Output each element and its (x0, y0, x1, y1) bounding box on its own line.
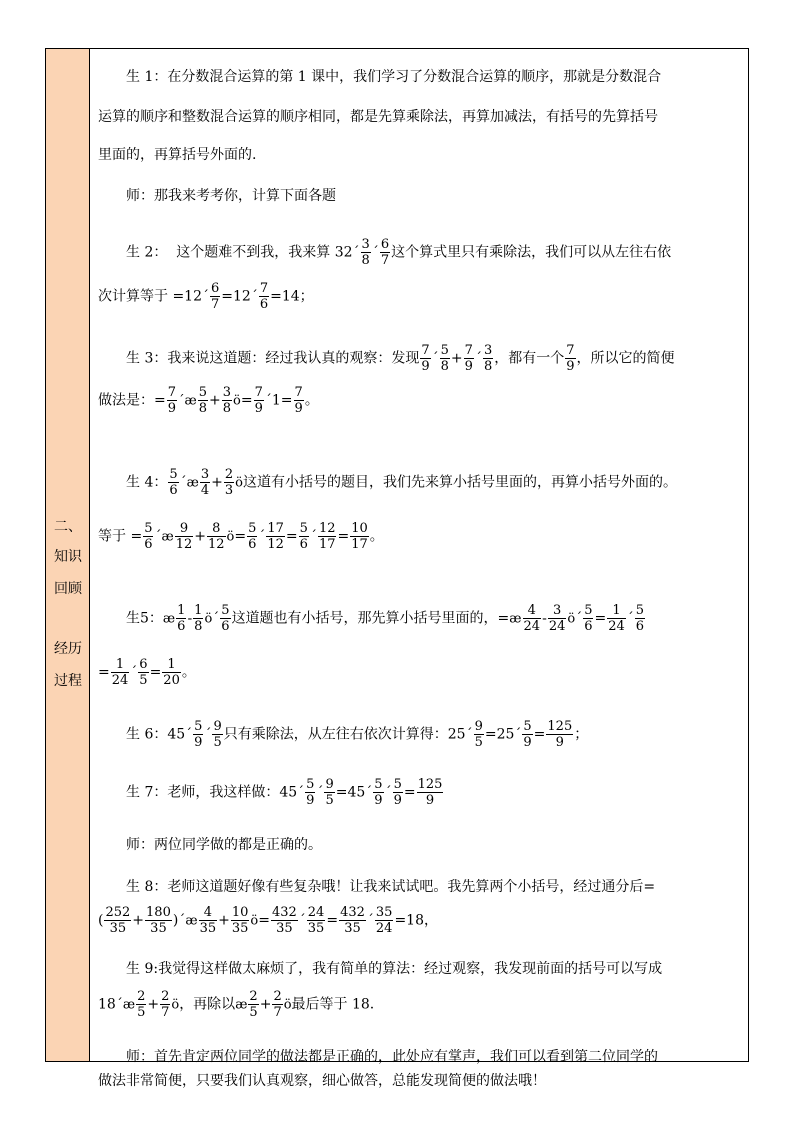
math-text: = (98, 664, 110, 681)
fraction (210, 281, 220, 312)
fraction (299, 521, 309, 552)
math-text: ö (283, 997, 292, 1013)
denominator: 9 (555, 735, 564, 750)
numerator: 8 (207, 521, 226, 537)
denominator: 35 (231, 921, 249, 936)
denominator: 9 (566, 359, 575, 374)
fraction (417, 777, 444, 808)
math-text: 生 2： 这个题难不到我，我来算 32´ (126, 244, 360, 261)
teacher-line2: 师：两位同学做的都是正确的。 (126, 837, 322, 853)
fraction (565, 343, 575, 374)
fraction (160, 989, 170, 1020)
math-text: æ (162, 611, 176, 627)
math-text: æ (235, 997, 248, 1013)
math-text: æ (122, 997, 136, 1013)
denominator: 12 (207, 537, 225, 552)
denominator: 5 (139, 673, 148, 688)
student1-line3: 里面的，再算括号外面的. (98, 147, 257, 163)
math-text: 这道有小括号的题目，我们先来算小括号里面的，再算小括号外面的。 (243, 474, 677, 491)
math-text: ö (233, 393, 241, 409)
denominator: 24 (548, 619, 566, 634)
math-text: = (240, 392, 253, 409)
math-text: = (234, 528, 247, 545)
student1-line2: 运算的顺序和整数混合运算的顺序相同，都是先算乘除法，再算加减法，有括号的先算括号 (98, 109, 658, 125)
denominator: 12 (175, 537, 193, 552)
denominator: 7 (161, 1005, 170, 1020)
student6-line (98, 719, 776, 750)
denominator: 9 (294, 401, 303, 416)
denominator: 24 (111, 673, 129, 688)
denominator: 6 (177, 619, 186, 634)
math-text: ´ (371, 244, 379, 261)
numerator: 5 (169, 467, 178, 482)
numerator: 4 (523, 603, 542, 619)
fraction (361, 237, 371, 268)
fraction (199, 905, 218, 936)
denominator: 9 (425, 793, 435, 808)
numerator: 125 (417, 777, 443, 792)
teacher-line1: 师：那我来考考你，计算下面各题 (126, 188, 336, 204)
denominator: 35 (109, 921, 127, 936)
math-text: 1= (271, 392, 293, 409)
denominator: 7 (380, 253, 390, 268)
section-title-line1: 知识 (54, 549, 82, 565)
fraction (145, 905, 172, 936)
student3-line1 (98, 343, 776, 374)
numerator: 9 (325, 777, 334, 792)
denominator: 9 (254, 401, 263, 416)
section-title-line3: 经历 (54, 641, 82, 657)
numerator: 432 (271, 905, 297, 920)
fraction (222, 385, 232, 416)
math-text: =45´ (335, 784, 373, 801)
denominator: 5 (474, 735, 483, 750)
fraction (175, 521, 194, 552)
fraction (635, 603, 645, 634)
fraction (522, 719, 532, 750)
fraction (254, 385, 264, 416)
math-text: æ (161, 529, 174, 545)
math-text: 最后等于 18. (291, 996, 375, 1013)
math-text: = (258, 912, 270, 929)
math-text: 生 7：老师，我这样做：45´ (126, 784, 305, 801)
math-text: æ (185, 913, 198, 929)
fraction (136, 989, 146, 1020)
numerator: 5 (393, 777, 402, 792)
math-text: ； (574, 726, 589, 743)
numerator: 10 (231, 905, 249, 920)
math-text: ´ (154, 528, 162, 545)
math-text: 等于 = (98, 528, 143, 545)
denominator: 8 (440, 359, 449, 374)
fraction (271, 905, 298, 936)
fraction (220, 603, 230, 634)
student9-line2 (98, 989, 748, 1020)
fraction (483, 343, 493, 374)
numerator: 7 (254, 385, 263, 400)
math-text: ，所以它的简便 (576, 350, 675, 367)
math-text: =18， (394, 912, 438, 929)
math-text: + (218, 912, 230, 929)
numerator: 5 (584, 603, 593, 618)
fraction (420, 343, 430, 374)
math-text: 18´ (98, 996, 123, 1013)
math-text: 这个算式里只有乘除法，我们可以从左往右依 (391, 244, 672, 261)
numerator: 5 (523, 719, 532, 734)
student4-line2 (98, 521, 748, 552)
math-text: ´ (309, 528, 317, 545)
math-text: + (209, 392, 221, 409)
math-text: ö (171, 997, 180, 1013)
math-text: æ (509, 611, 522, 627)
math-text: ´ (178, 912, 186, 929)
denominator: 35 (199, 921, 217, 936)
fraction (200, 467, 210, 498)
numerator: 7 (421, 343, 430, 358)
fraction (523, 603, 542, 634)
fraction (583, 603, 593, 634)
numerator: 7 (464, 343, 473, 358)
math-text: + (194, 528, 206, 545)
fraction (193, 603, 203, 634)
fraction (198, 385, 208, 416)
fraction (266, 521, 285, 552)
numerator: 24 (307, 905, 325, 920)
denominator: 9 (523, 735, 532, 750)
numerator: 5 (299, 521, 308, 536)
denominator: 6 (635, 619, 645, 634)
student8-line1: 生 8：老师这道题好像有些复杂哦！让我来试试吧。我先算两个小括号，经过通分后= (126, 879, 656, 895)
math-text: ´ (431, 350, 439, 367)
math-text: ´ (465, 726, 473, 743)
denominator: 20 (163, 673, 180, 688)
denominator: 4 (200, 483, 210, 498)
denominator: 8 (198, 401, 208, 416)
numerator: 1 (177, 603, 186, 618)
math-text: ö (226, 529, 235, 545)
fraction (104, 905, 131, 936)
math-text: 只有乘除法，从左往右依次计算得：25 (223, 726, 466, 743)
fraction (248, 989, 258, 1020)
numerator: 5 (440, 343, 449, 358)
denominator: 8 (194, 619, 203, 634)
numerator: 5 (374, 777, 383, 792)
numerator: 17 (267, 521, 284, 536)
student5-line1 (98, 603, 776, 634)
denominator: 17 (318, 537, 336, 552)
math-text: æ (184, 393, 197, 409)
math-text: =12´ (221, 288, 258, 305)
denominator: 6 (299, 537, 308, 552)
numerator: 3 (200, 467, 210, 482)
math-text: ´ (178, 393, 185, 409)
fraction (111, 657, 130, 688)
numerator: 9 (175, 521, 194, 537)
section-number: 二、 (54, 519, 82, 535)
student9-line1: 生 9:我觉得这样做太麻烦了，我有简单的算法：经过观察，我发现前面的括号可以写成 (126, 961, 663, 977)
lesson-table (45, 48, 749, 1089)
math-text: ´ (575, 610, 583, 627)
numerator: 5 (194, 719, 203, 734)
fraction (324, 777, 334, 808)
denominator: 8 (483, 359, 493, 374)
math-text: æ (186, 475, 199, 491)
denominator: 5 (325, 793, 334, 808)
fraction (138, 657, 148, 688)
denominator: 12 (267, 537, 284, 552)
denominator: 3 (224, 483, 234, 498)
numerator: 3 (548, 603, 567, 619)
numerator: 5 (221, 603, 230, 618)
math-text: ´ (298, 912, 306, 929)
student2-line1 (98, 237, 776, 268)
numerator: 2 (224, 467, 234, 482)
math-text: 生5： (126, 610, 163, 627)
math-text: + (147, 996, 160, 1013)
denominator: 35 (307, 921, 325, 936)
math-text: ´ (202, 288, 209, 305)
numerator: 2 (137, 989, 146, 1004)
math-text: 做法是：= (98, 392, 166, 409)
fraction (375, 905, 394, 936)
denominator: 9 (421, 359, 430, 374)
math-text: + (211, 474, 223, 491)
numerator: 7 (294, 385, 303, 400)
numerator: 7 (566, 343, 575, 358)
numerator: 5 (144, 521, 153, 536)
student8-line2 (98, 905, 748, 936)
math-text: ´ (179, 474, 187, 491)
fraction (607, 603, 626, 634)
math-text: = (403, 784, 416, 801)
math-text: ) (172, 912, 179, 929)
denominator: 9 (306, 793, 315, 808)
numerator: 1 (607, 603, 626, 619)
fraction (546, 719, 573, 750)
math-text: - (542, 610, 547, 627)
numerator: 432 (340, 905, 365, 920)
numerator: 5 (635, 603, 645, 618)
denominator: 8 (361, 253, 370, 268)
denominator: 9 (464, 359, 473, 374)
section-label-column (46, 49, 90, 1061)
numerator: 1 (111, 657, 130, 673)
math-text: ´ (212, 610, 220, 627)
fraction (548, 603, 567, 634)
denominator: 5 (137, 1005, 146, 1020)
student2-line2 (98, 281, 748, 312)
fraction (272, 989, 282, 1020)
numerator: 4 (199, 905, 218, 921)
numerator: 12 (318, 521, 336, 536)
fraction (380, 237, 390, 268)
math-text: + (259, 996, 272, 1013)
student4-line1 (98, 467, 776, 498)
denominator: 9 (167, 401, 177, 416)
fraction (318, 521, 337, 552)
numerator: 2 (273, 989, 282, 1004)
math-text: = (326, 912, 339, 929)
fraction (393, 777, 403, 808)
math-text: + (132, 912, 145, 929)
math-text: = (594, 610, 607, 627)
numerator: 125 (547, 719, 573, 734)
section-title-line4: 过程 (54, 673, 82, 689)
math-text: ö (204, 611, 213, 627)
denominator: 6 (169, 483, 178, 498)
math-text: ，都有一个 (494, 350, 565, 367)
denominator: 6 (221, 619, 230, 634)
math-text: ´ (204, 726, 212, 743)
math-text: ´ (316, 784, 324, 801)
math-text: + (450, 350, 463, 367)
fraction (307, 905, 326, 936)
denominator: 6 (144, 537, 153, 552)
denominator: 9 (393, 793, 402, 808)
math-text: - (187, 610, 193, 627)
fraction (143, 521, 153, 552)
fraction (176, 603, 186, 634)
math-text: ´ (366, 912, 374, 929)
denominator: 24 (375, 921, 393, 936)
numerator: 3 (361, 237, 370, 252)
numerator: 10 (351, 521, 368, 536)
denominator: 24 (608, 619, 625, 634)
numerator: 7 (167, 385, 177, 400)
numerator: 35 (375, 905, 393, 920)
denominator: 6 (584, 619, 593, 634)
math-text: 生 6：45´ (126, 726, 193, 743)
numerator: 7 (259, 281, 269, 296)
math-text: =14； (270, 288, 314, 305)
numerator: 9 (213, 719, 222, 734)
fraction (294, 385, 304, 416)
denominator: 35 (344, 921, 361, 936)
math-text: ´ (264, 392, 272, 409)
math-text: ö (250, 913, 259, 929)
math-text: 次计算等于 =12 (98, 288, 202, 305)
math-text: = (149, 664, 162, 681)
math-text: 。 (304, 392, 319, 409)
math-text: ，再除以 (179, 996, 236, 1013)
math-text: = (285, 528, 298, 545)
fraction (168, 467, 178, 498)
numerator: 5 (248, 521, 257, 536)
denominator: 6 (248, 537, 257, 552)
numerator: 6 (380, 237, 390, 252)
fraction (440, 343, 450, 374)
fraction (339, 905, 366, 936)
numerator: 6 (139, 657, 148, 672)
fraction (247, 521, 257, 552)
fraction (224, 467, 234, 498)
teacher-line4: 做法非常简便，只要我们认真观察，细心做答，总能发现简便的做法哦！ (98, 1073, 546, 1089)
math-text: ´ (384, 784, 392, 801)
math-text: 这道题也有小括号，那先算小括号里面的，= (231, 610, 510, 627)
fraction (162, 657, 181, 688)
fraction (212, 719, 222, 750)
math-text: 生 3：我来说这道题：经过我认真的观察：发现 (126, 350, 420, 367)
numerator: 2 (161, 989, 170, 1004)
numerator: 5 (198, 385, 208, 400)
fraction (167, 385, 177, 416)
fraction (305, 777, 315, 808)
denominator: 5 (249, 1005, 258, 1020)
math-text: 。 (181, 664, 196, 681)
numerator: 3 (222, 385, 232, 400)
fraction (207, 521, 226, 552)
student3-line2 (98, 385, 748, 416)
numerator: 1 (162, 657, 181, 673)
fraction (231, 905, 250, 936)
numerator: 180 (146, 905, 171, 920)
numerator: 2 (249, 989, 258, 1004)
math-text: ´ (474, 350, 482, 367)
denominator: 8 (222, 401, 232, 416)
math-text: ö (235, 475, 243, 491)
math-text: =25´ (484, 726, 522, 743)
math-text: ´ (130, 664, 138, 681)
math-text: = (337, 528, 350, 545)
math-text: ö (567, 611, 576, 627)
denominator: 7 (211, 297, 220, 312)
numerator: 3 (483, 343, 493, 358)
content-cell (90, 49, 748, 1089)
section-title-line2: 回顾 (54, 581, 82, 597)
denominator: 6 (259, 297, 269, 312)
fraction (350, 521, 369, 552)
numerator: 5 (306, 777, 315, 792)
fraction (474, 719, 484, 750)
numerator: 6 (211, 281, 220, 296)
math-text: ´ (626, 610, 634, 627)
denominator: 9 (374, 793, 383, 808)
numerator: 252 (105, 905, 131, 920)
student7-line (98, 777, 776, 808)
numerator: 1 (194, 603, 203, 618)
denominator: 24 (523, 619, 541, 634)
student5-line2 (98, 657, 748, 688)
denominator: 17 (351, 537, 368, 552)
math-text: ´ (258, 528, 266, 545)
math-text: 。 (369, 528, 384, 545)
math-text: = (533, 726, 546, 743)
denominator: 35 (150, 921, 167, 936)
fraction (373, 777, 383, 808)
denominator: 7 (273, 1005, 282, 1020)
math-text: 生 4： (126, 474, 168, 491)
fraction (464, 343, 474, 374)
fraction (193, 719, 203, 750)
math-text: ( (98, 912, 104, 929)
denominator: 5 (213, 735, 222, 750)
denominator: 9 (194, 735, 203, 750)
student1-line1: 生 1：在分数混合运算的第 1 课中，我们学习了分数混合运算的顺序，那就是分数混合 (126, 69, 662, 85)
denominator: 35 (276, 921, 293, 936)
numerator: 9 (474, 719, 483, 734)
fraction (259, 281, 269, 312)
teacher-line3: 师：首先肯定两位同学的做法都是正确的，此处应有掌声，我们可以看到第二位同学的 (126, 1049, 658, 1065)
